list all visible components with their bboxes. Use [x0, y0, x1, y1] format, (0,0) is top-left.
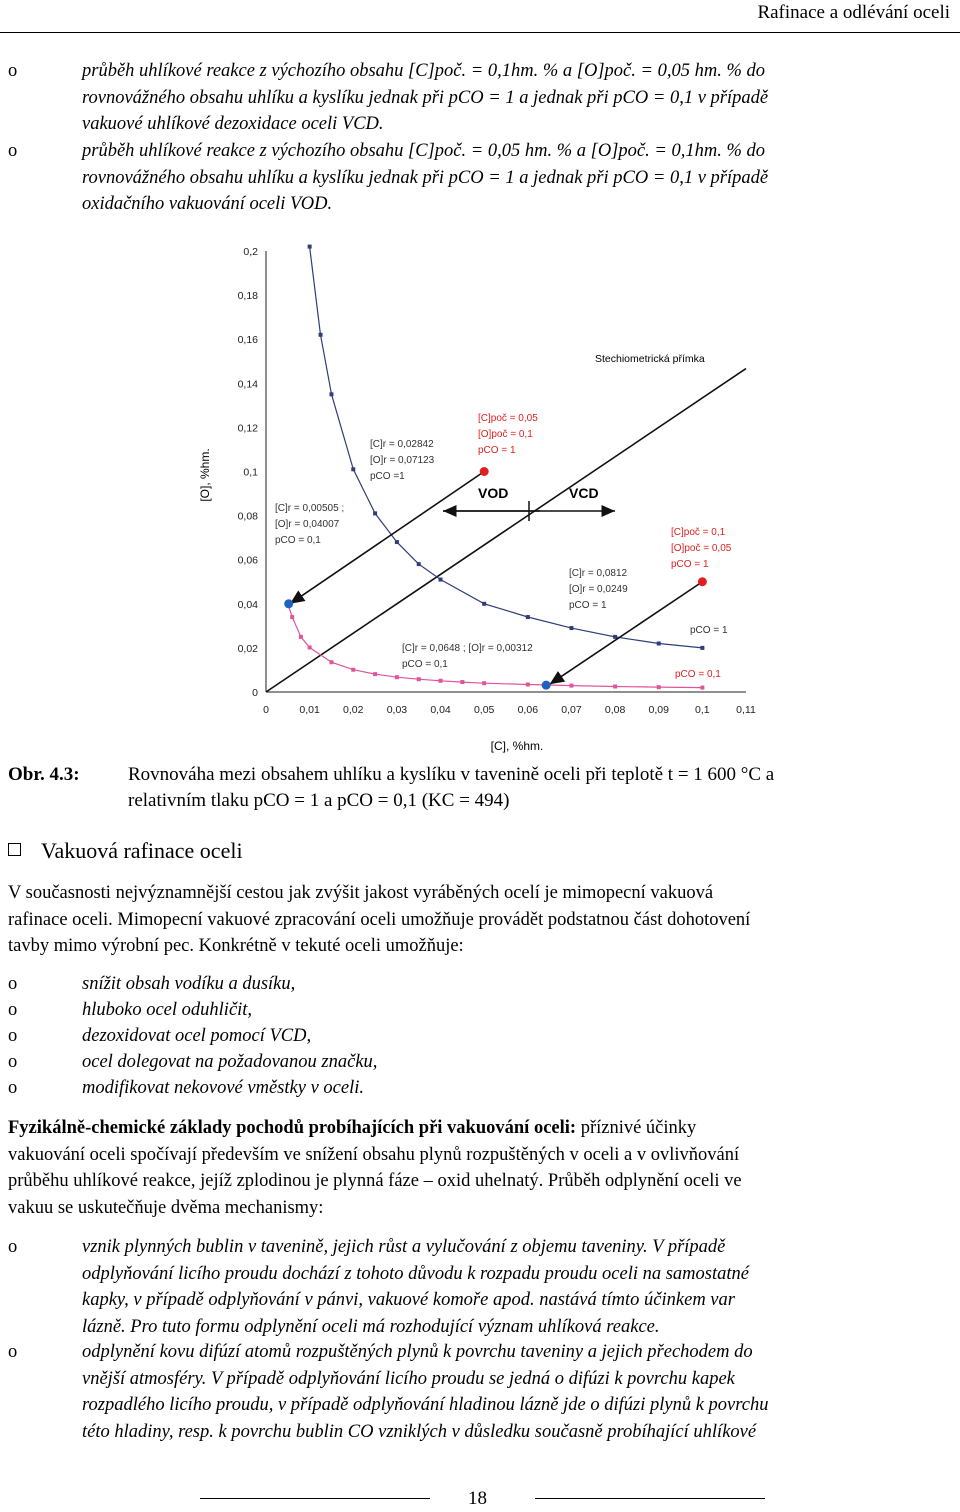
x-tick-label: 0,01 — [299, 704, 320, 716]
annotation-text: [O]r = 0,07123 — [370, 455, 435, 466]
x-tick-label: 0,05 — [473, 704, 495, 716]
annotation-text: pCO =1 — [370, 471, 405, 482]
annotation-text: [C]r = 0,0648 ; [O]r = 0,00312 — [402, 643, 533, 654]
list-item — [82, 1339, 954, 1445]
footer-rule-left — [200, 1498, 430, 1499]
bold-lead: Fyzikálně-chemické základy pochodů probíhajících při vakuování oceli: — [8, 1118, 577, 1138]
paragraph-2 — [8, 1115, 952, 1221]
x-tick-label: 0,09 — [648, 704, 669, 716]
y-tick-label: 0,06 — [237, 554, 258, 567]
figure-caption — [128, 762, 954, 814]
header-rule — [0, 32, 960, 33]
text-line: tavby mimo výrobní pec. Konkrétně v tekuté oceli umožňuje: — [8, 936, 464, 957]
chart-svg — [195, 225, 760, 760]
bullet-marker: o — [8, 1078, 18, 1098]
list-item: snížit obsah vodíku a dusíku, — [82, 974, 296, 994]
end-point — [284, 599, 293, 608]
y-tick-label: 0,12 — [237, 422, 258, 435]
annotation-text: [C]r = 0,00505 ; — [275, 503, 345, 514]
list-item: dezoxidovat ocel pomocí VCD, — [82, 1026, 312, 1046]
text-line: oxidačního vakuování oceli VOD. — [82, 194, 333, 215]
series-2-point — [569, 684, 573, 688]
bullet-marker: o — [8, 61, 18, 81]
series-2-point — [417, 677, 421, 681]
y-tick-label: 0,2 — [243, 246, 258, 258]
text-line: vakuu se uskutečňuje dvěma mechanismy: — [8, 1197, 324, 1218]
text-line: odplynění kovu difúzí atomů rozpuštěných plynů k povrchu taveniny a jejich přechodem do — [82, 1342, 753, 1362]
series-1-point — [308, 245, 312, 249]
text-line: průběh uhlíkové reakce z výchozího obsahu [C]poč. = 0,1hm. % a [O]poč. = 0,05 hm. % do — [82, 61, 765, 81]
y-tick-label: 0,18 — [237, 290, 258, 303]
series-2-point — [700, 686, 704, 690]
end-point — [542, 681, 551, 690]
series-2-point — [308, 645, 312, 649]
y-tick-label: 0,1 — [243, 466, 258, 479]
y-axis-label: [O], %hm. — [198, 448, 212, 502]
stoich-label: Stechiometrická přímka — [595, 353, 705, 365]
x-tick-label: 0,06 — [517, 704, 539, 716]
series-2-point — [395, 675, 399, 679]
text-line: vakuové uhlíkové dezoxidace oceli VCD. — [82, 114, 384, 135]
text-line: vakuování oceli spočívají především ve snížení obsahu plynů rozpuštěných v oceli a v ovlivňování — [8, 1144, 740, 1165]
text-line — [8, 1115, 952, 1142]
caption-line: Rovnováha mezi obsahem uhlíku a kyslíku v tavenině oceli při teplotě t = 1 600 °C a — [128, 764, 775, 785]
series-1-point — [613, 635, 617, 639]
annotation-text: pCO = 0,1 — [675, 669, 721, 680]
y-tick-label: 0,16 — [237, 334, 258, 347]
y-tick-label: 0,02 — [237, 642, 258, 655]
list-item: ocel dolegovat na požadovanou značku, — [82, 1052, 378, 1072]
section-heading — [8, 838, 243, 864]
annotation-text: pCO = 0,1 — [402, 659, 448, 670]
series-1-point — [657, 641, 661, 645]
text-line: lázně. Pro tuto formu odplynění oceli má rozhodující význam uhlíková reakce. — [82, 1316, 660, 1337]
bullet-marker: o — [8, 141, 18, 161]
region-label-vcd: VCD — [569, 485, 599, 501]
series-1-point — [482, 602, 486, 606]
equilibrium-chart — [195, 225, 760, 760]
start-point — [480, 467, 489, 476]
text-line: V současnosti nejvýznamnější cestou jak zvýšit jakost vyráběných ocelí je mimopecní vakuová — [8, 883, 714, 903]
bullet-marker: o — [8, 1342, 18, 1362]
list-item — [82, 1234, 954, 1340]
series-2-point — [439, 679, 443, 683]
x-tick-label: 0,1 — [695, 704, 710, 716]
text-line: průběh uhlíkové reakce z výchozího obsahu [C]poč. = 0,05 hm. % a [O]poč. = 0,1hm. % do — [82, 141, 765, 161]
figure-number: Obr. 4.3: — [8, 764, 80, 785]
annotation-text: [C]poč = 0,1 — [671, 527, 726, 538]
text-line: vznik plynných bublin v tavenině, jejich růst a vylučování z objemu taveniny. V případě — [82, 1237, 726, 1257]
bullet-marker: o — [8, 1052, 18, 1072]
section-title: Vakuová rafinace oceli — [41, 838, 243, 863]
region-label-vod: VOD — [478, 485, 509, 501]
text-line: rovnovážného obsahu uhlíku a kyslíku jednak při pCO = 1 a jednak při pCO = 0,1 v případě — [82, 167, 769, 188]
series-2-point — [373, 672, 377, 676]
series-1-point — [395, 540, 399, 544]
list-item: modifikovat nekovové vměstky v oceli. — [82, 1078, 364, 1098]
annotation-text: [O]r = 0,04007 — [275, 519, 340, 530]
series-1-point — [351, 467, 355, 471]
text-line: rafinace oceli. Mimopecní vakuové zpracování oceli umožňuje provádět podstatnou část dohotovení — [8, 909, 751, 930]
series-2-point — [290, 615, 294, 619]
annotation-text: pCO = 1 — [671, 559, 709, 570]
series-2-point — [657, 685, 661, 689]
x-tick-label: 0,02 — [343, 704, 364, 716]
series-2-point — [526, 683, 530, 687]
bullet-marker: o — [8, 1237, 18, 1257]
annotation-text: [O]poč = 0,05 — [671, 543, 732, 554]
bullet-marker: o — [8, 1000, 18, 1020]
x-tick-label: 0,07 — [561, 704, 582, 716]
annotation-text: [C]poč = 0,05 — [478, 413, 538, 424]
annotation-text: pCO = 1 — [478, 445, 516, 456]
text-line: kapky, v případě odplyňování v pánvi, vakuové komoře apod. nastává tímto účinkem var — [82, 1290, 735, 1311]
checkbox-bullet-icon — [8, 843, 21, 856]
bullet-text — [82, 138, 954, 218]
y-tick-label: 0,08 — [237, 510, 258, 523]
x-tick-label: 0 — [263, 704, 269, 716]
series-1-point — [373, 511, 377, 515]
series-2-point — [460, 680, 464, 684]
bullet-marker: o — [8, 974, 18, 994]
annotation-text: pCO = 1 — [690, 625, 728, 636]
series-1-point — [319, 333, 323, 337]
bullet-text — [82, 58, 954, 138]
page-header — [0, 0, 960, 34]
series-1-point — [526, 615, 530, 619]
y-tick-label: 0,14 — [237, 378, 258, 391]
annotation-text: [O]r = 0,0249 — [569, 584, 628, 595]
text-line: této hladiny, resp. k povrchu bublin CO vzniklých v důsledku současně probíhající uhlíkové — [82, 1421, 757, 1442]
x-tick-label: 0,11 — [736, 704, 756, 716]
running-title: Rafinace a odlévání oceli — [757, 2, 950, 23]
annotation-text: pCO = 0,1 — [275, 535, 321, 546]
y-tick-label: 0 — [252, 687, 258, 699]
text-line: rozpadlého licího proudu, v případě odplyňování hladinou lázně jde o difúzi plynů k povrchu — [82, 1395, 769, 1416]
series-1-point — [417, 562, 421, 566]
text-line: průběhu uhlíkové reakce, jejíž zplodinou je plynná fáze – oxid uhelnatý. Průběh odplynění oceli ve — [8, 1171, 742, 1192]
list-item: hluboko ocel oduhličit, — [82, 1000, 253, 1020]
footer-rule-right — [535, 1498, 765, 1499]
start-point — [698, 577, 707, 586]
x-axis-label: [C], %hm. — [490, 739, 544, 753]
series-1-point — [569, 626, 573, 630]
series-2-point — [351, 668, 355, 672]
annotation-text: [C]r = 0,02842 — [370, 439, 434, 450]
text-span: příznivé účinky — [576, 1118, 697, 1138]
annotation-text: pCO = 1 — [569, 600, 607, 611]
series-2-point — [329, 660, 333, 664]
series-1-point — [329, 392, 333, 396]
y-tick-label: 0,04 — [237, 598, 258, 611]
annotation-text: [O]poč = 0,1 — [478, 429, 533, 440]
series-2-point — [482, 681, 486, 685]
page-number: 18 — [468, 1488, 487, 1509]
x-tick-label: 0,03 — [386, 704, 408, 716]
text-line: odplyňování licího proudu dochází z tohoto důvodu k rozpadu proudu oceli na samostatné — [82, 1263, 749, 1284]
series-1-point — [439, 578, 443, 582]
x-tick-label: 0,08 — [604, 704, 626, 716]
series-1-point — [700, 646, 704, 650]
bullet-marker: o — [8, 1026, 18, 1046]
x-tick-label: 0,04 — [430, 704, 451, 716]
text-line: rovnovážného obsahu uhlíku a kyslíku jednak při pCO = 1 a jednak při pCO = 0,1 v případě — [82, 87, 769, 108]
series-2-point — [299, 635, 303, 639]
series-2-point — [613, 684, 617, 688]
caption-line: relativním tlaku pCO = 1 a pCO = 0,1 (KC = 494) — [128, 790, 510, 811]
paragraph-1 — [8, 880, 952, 960]
text-line: vnější atmosféry. V případě odplyňování licího proudu se jedná o difúzi k povrchu kapek — [82, 1368, 735, 1389]
annotation-text: [C]r = 0,0812 — [569, 568, 628, 579]
figure-label — [8, 762, 80, 788]
